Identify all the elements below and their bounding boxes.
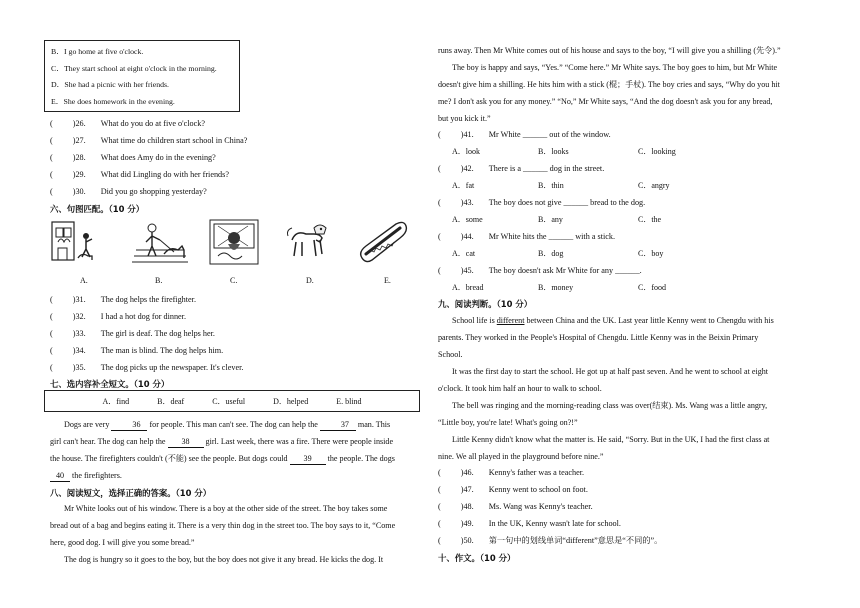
picture-label-e: E. bbox=[384, 276, 391, 285]
question-41: ( )41. Mr White ______ out of the window. bbox=[438, 130, 611, 139]
question-34: ( )34. The man is blind. The dog helps him. bbox=[50, 346, 224, 355]
option-d: D．She had a picnic with her friends. bbox=[51, 80, 170, 89]
question-47: ( )47. Kenny went to school on foot. bbox=[438, 485, 588, 494]
word-options-box bbox=[44, 390, 420, 412]
question-31: ( )31. The dog helps the firefighter. bbox=[50, 295, 196, 304]
word-option-b: B．deaf bbox=[157, 396, 185, 406]
option-e: E．She does homework in the evening. bbox=[51, 96, 175, 106]
cloze-passage: Dogs are very 36 for people. This man can't see. The dog can help the 37 man. This girl can't hear. The dog can help the 38 girl. Last week, there was a fire. There were people inside the house. The firefighters couldn't (不能) see the people. But dogs could 39 the people. The dogs 40 the firefighters. bbox=[50, 420, 395, 480]
question-49: ( )49. In the UK, Kenny wasn't late for school. bbox=[438, 519, 621, 528]
question-30: ( )30. Did you go shopping yesterday? bbox=[50, 187, 207, 196]
word-option-e: E. blind bbox=[336, 396, 362, 406]
options-box bbox=[44, 40, 240, 112]
option-c: C．They start school at eight o'clock in the morning. bbox=[51, 63, 217, 73]
question-50: ( )50. 第一句中的划线单词“different”意思是“不同的”。 bbox=[438, 536, 663, 545]
question-46: ( )46. Kenny's father was a teacher. bbox=[438, 468, 585, 477]
option-b: B．I go home at five o'clock. bbox=[51, 47, 144, 56]
question-48: ( )48. Ms. Wang was Kenny's teacher. bbox=[438, 502, 593, 511]
picture-label-b: B. bbox=[155, 276, 163, 285]
section-8-title: 八、阅读短文，选择正确的答案。（10 分） bbox=[50, 488, 212, 498]
picture-row bbox=[50, 218, 410, 266]
question-33: ( )33. The girl is deaf. The dog helps her. bbox=[50, 329, 215, 338]
underlined-word: different bbox=[496, 316, 525, 325]
blank-40: 40 bbox=[50, 470, 70, 482]
girl-dog-picture bbox=[130, 218, 190, 264]
section-9-title: 九、阅读判断。（10 分） bbox=[438, 299, 533, 309]
picture-label-a: A. bbox=[80, 276, 88, 285]
hot-dog-picture bbox=[356, 218, 410, 266]
picture-label-d: D. bbox=[306, 276, 314, 285]
picture-label-c: C. bbox=[230, 276, 238, 285]
section-7-title: 七、选内容补全短文。（10 分） bbox=[50, 379, 170, 389]
deaf-girl-picture bbox=[208, 218, 260, 266]
question-45: ( )45. The boy doesn't ask Mr White for any ______. bbox=[438, 266, 642, 275]
section-10-title: 十、作文。（10 分） bbox=[438, 553, 516, 563]
blank-38: 38 bbox=[168, 436, 204, 448]
story-continued: runs away. Then Mr White comes out of his house and says to the boy, “I will give you a shilling (先令).” The boy is happy and says, “Yes.” “Come here.” Mr White says. The boy goes to him, but Mr White doesn't give him a shilling. He hits him with a stick (棍；手杖). The boy cries and says, “Why do you hit me? I don't ask you for any money.” “No,” Mr White says, “And the dog doesn't ask you for any bread, but you kick it.” bbox=[438, 46, 781, 123]
blank-37: 37 bbox=[320, 419, 356, 431]
blind-man-dog-picture bbox=[284, 218, 330, 264]
question-28: ( )28. What does Amy do in the evening? bbox=[50, 153, 216, 162]
word-option-c: C．useful bbox=[212, 396, 246, 406]
question-29: ( )29. What did Lingling do with her friends? bbox=[50, 170, 229, 179]
story-passage: Mr White looks out of his window. There is a boy at the other side of the street. The boy takes some bread out of a bag and begins eating it. There is a very thin dog in the street too. The boy says to it, “Come here, good dog. I will give you some bread.” The dog is hungry so it goes to the boy, but the boy does not give it any bread. He kicks the dog. It bbox=[50, 504, 396, 564]
question-43: ( )43. The boy does not give ______ bread to the dog. bbox=[438, 198, 646, 207]
question-35: ( )35. The dog picks up the newspaper. It's clever. bbox=[50, 363, 244, 372]
blank-36: 36 bbox=[111, 419, 147, 431]
question-42: ( )42. There is a ______ dog in the street. bbox=[438, 164, 605, 173]
blank-39: 39 bbox=[290, 453, 326, 465]
reading-passage: School life is different between China and the UK. Last year little Kenny went to Chengdu with his parents. They worked in the People's Hospital of Chengdu. Little Kenny was in the Beixin Primary School. It was the first day to start the school. He got up at half past seven. And he went to school at eight o'clock. It took him half an hour to walk to school. The bell was ringing and the morning-reading class was over(结束). Ms. Wang was a little angry, “Little boy, you're late! What's going on?!” Little Kenny didn't know what the matter is. He said, “Sorry. But in the UK, I had the first class at nine. We all played in the playground before nine.” bbox=[438, 316, 774, 461]
firefighter-dog-picture bbox=[50, 218, 98, 264]
question-26: ( )26. What do you do at five o'clock? bbox=[50, 119, 205, 128]
section-6-title: 六、句图匹配。（10 分） bbox=[50, 204, 145, 214]
question-27: ( )27. What time do children start school in China? bbox=[50, 136, 248, 145]
word-option-d: D．helped bbox=[273, 396, 309, 406]
question-44: ( )44. Mr White hits the ______ with a stick. bbox=[438, 232, 616, 241]
word-option-a: A．find bbox=[102, 396, 130, 406]
question-32: ( )32. I had a hot dog for dinner. bbox=[50, 312, 186, 321]
